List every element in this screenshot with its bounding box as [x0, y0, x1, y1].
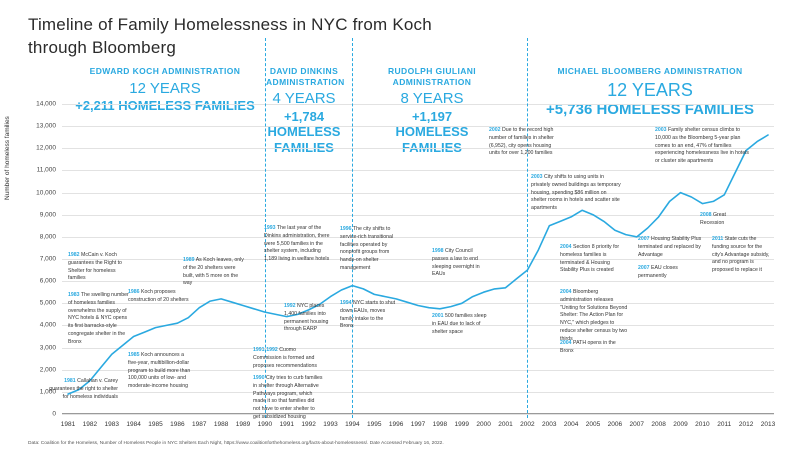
y-tick-label: 0: [52, 410, 56, 418]
y-axis-label: Number of homeless families: [4, 116, 11, 200]
era-families: +1,784 HOMELESS FAMILIES: [267, 108, 341, 155]
y-tick-label: 5,000: [39, 299, 56, 307]
annotation-year: 1993: [264, 225, 276, 231]
annotation-text: Callahan v. Carey guarantees the right to shelter for homeless individuals: [49, 378, 118, 400]
annotation-1992: [284, 303, 336, 334]
gridline: [62, 414, 774, 415]
annotation-1983: [68, 292, 130, 347]
x-tick-label: 1985: [148, 421, 163, 428]
annotation-year: 1994: [340, 300, 352, 306]
annotation-text: NYC starts to shut down EAUs, moves family intake to the Bronx: [340, 300, 396, 330]
y-tick-label: 12,000: [36, 144, 56, 152]
annotation-year: 1996: [340, 226, 352, 232]
annotation-year: 1990: [253, 375, 265, 381]
annotation-2004-a: [560, 244, 628, 275]
y-tick-label: 1,000: [39, 388, 56, 396]
annotation-year: 2003: [531, 174, 543, 180]
y-tick-label: 9,000: [39, 211, 56, 219]
x-tick-label: 1981: [60, 421, 76, 428]
y-tick-label: 3,000: [39, 344, 56, 352]
annotation-year: 1982: [68, 252, 80, 258]
annotation-2004-c: [560, 340, 622, 356]
annotation-text: City shifts to using units in privately owned buildings as temporary housing, spending $86 million on shelter rooms in hotels and scatter site apartments: [531, 174, 621, 212]
x-tick-label: 1998: [432, 421, 448, 428]
x-tick-label: 1996: [388, 421, 404, 428]
annotation-2008: [700, 212, 746, 228]
annotation-text: NYC places 1,400 families into permanent housing through EARP: [284, 303, 329, 333]
annotation-text: McCain v. Koch guarantees the Right to Shelter for homeless families: [68, 252, 122, 282]
annotation-1990: [253, 375, 323, 422]
x-tick-label: 2011: [717, 421, 732, 428]
annotation-year: 2004: [560, 289, 572, 295]
y-tick-label: 8,000: [39, 233, 56, 241]
era-families: +5,736 HOMELESS FAMILIES: [546, 101, 754, 119]
y-tick-label: 7,000: [39, 255, 56, 263]
x-tick-label: 2005: [585, 421, 601, 428]
annotation-year: 1983: [68, 292, 80, 298]
annotation-year: 2008: [700, 212, 712, 218]
annotation-text: Family shelter census climbs to 10,000 as the Bloomberg 5-year plan comes to an end, 47% of families experiencing homelessness live in hotels or cluster site apartments: [655, 127, 750, 165]
y-tick-label: 6,000: [39, 277, 56, 285]
annotation-text: PATH opens in the Bronx: [560, 340, 616, 354]
annotation-2001: [432, 313, 490, 336]
annotation-text: Koch announces a five-year, multibillion-dollar program to build more than 100,000 units of low- and moderate-income housing: [128, 352, 191, 390]
annotation-1985: [128, 352, 194, 391]
annotation-year: 1986: [128, 289, 140, 295]
x-tick-label: 2001: [498, 421, 513, 428]
annotation-1993: [264, 225, 332, 264]
annotation-text: City tries to curb families in shelter through Alternative Pathways program, which made it so that families did not have to enter shelter to get subsidized housing: [253, 375, 323, 420]
y-tick-label: 11,000: [36, 166, 56, 174]
annotation-text: Section 8 priority for homeless families is terminated & Housing Stability Plus is created: [560, 244, 620, 274]
annotation-year: 2011: [712, 236, 724, 242]
annotation-2007-a: [638, 236, 704, 259]
x-tick-label: 1988: [213, 421, 229, 428]
annotation-text: The city shifts to service-rich transitional facilities operated by nonprofit groups from hands-on shelter management: [340, 226, 394, 271]
annotation-1998: [432, 248, 482, 279]
annotation-text: EAU closes permanently: [638, 265, 678, 279]
x-tick-label: 1983: [104, 421, 119, 428]
annotation-text: State cuts the funding source for the city's Advantage subsidy, and no program is proposed to replace it: [712, 236, 770, 274]
annotation-text: Due to the record high number of families in shelter (6,952), city opens housing units for over 1,200 families: [489, 127, 554, 157]
annotation-2002: [489, 127, 563, 158]
x-tick-label: 2006: [607, 421, 623, 428]
annotation-text: The last year of the Dinkins administration, there were 5,500 families in the shelter system, including 1,189 living in welfare hotels: [264, 225, 330, 263]
annotation-2011: [712, 236, 774, 275]
annotation-2004-b: [560, 289, 630, 344]
annotation-year: 2003: [655, 127, 667, 133]
x-tick-label: 2013: [760, 421, 776, 428]
annotation-year: 2002: [489, 127, 501, 133]
x-tick-label: 1997: [410, 421, 426, 428]
annotation-text: Great Recession: [700, 212, 726, 226]
annotation-text: As Koch leaves, only of the 20 shelters were built, with 5 more on the way: [183, 257, 244, 287]
annotation-year: 1989: [183, 257, 195, 263]
x-tick-label: 2007: [629, 421, 644, 428]
era-name: RUDOLPH GIULIANI ADMINISTRATION: [387, 66, 477, 87]
annotation-text: City Council passes a law to end sleeping overnight in EAUs: [432, 248, 480, 278]
annotation-1986: [128, 289, 190, 305]
x-tick-label: 1993: [323, 421, 338, 428]
annotation-text: The swelling number of homeless families overwhelms the supply of NYC hotels & NYC opens its first barracks-style congregate shelter in the Bronx: [68, 292, 129, 345]
annotation-year: 1992: [284, 303, 296, 309]
x-tick-label: 2009: [673, 421, 688, 428]
annotation-2007-b: [638, 265, 704, 281]
y-tick-label: 2,000: [39, 366, 56, 374]
y-tick-label: 4,000: [39, 321, 56, 329]
x-tick-label: 2012: [738, 421, 754, 428]
x-tick-label: 1994: [345, 421, 360, 428]
x-tick-label: 2002: [520, 421, 535, 428]
x-tick-label: 1999: [454, 421, 469, 428]
annotation-text: 500 families sleep in EAU due to lack of shelter space: [432, 313, 487, 335]
era-name: DAVID DINKINS ADMINISTRATION: [266, 66, 345, 87]
annotation-text: Koch proposes construction of 20 shelters: [128, 289, 189, 303]
x-tick-label: 1984: [126, 421, 141, 428]
annotation-1994: [340, 300, 396, 331]
annotation-2003-b: [655, 127, 751, 166]
era-years: 8 YEARS: [400, 90, 464, 108]
era-families: +2,211 HOMELESS FAMILIES: [75, 97, 255, 113]
x-tick-label: 2008: [651, 421, 666, 428]
annotation-year: 1981: [64, 378, 76, 384]
x-tick-label: 1986: [170, 421, 185, 428]
era-families: +1,197 HOMELESS FAMILIES: [395, 108, 469, 155]
annotation-year: 2007: [638, 265, 650, 271]
annotation-1991-1992: [253, 347, 323, 370]
x-tick-label: 1991: [279, 421, 294, 428]
annotation-text: Housing Stability Plus terminated and replaced by Advantage: [638, 236, 702, 258]
annotation-1989: [183, 257, 245, 288]
annotation-year: 2004: [560, 340, 572, 346]
annotation-year: 2007: [638, 236, 650, 242]
annotation-year: 1998: [432, 248, 444, 254]
era-name: MICHAEL BLOOMBERG ADMINISTRATION: [557, 66, 743, 76]
x-tick-label: 2000: [476, 421, 491, 428]
y-tick-label: 10,000: [36, 189, 56, 197]
annotation-1996: [340, 226, 402, 273]
era-years: 12 YEARS: [129, 79, 201, 97]
x-tick-label: 1989: [235, 421, 251, 428]
x-tick-label: 1992: [301, 421, 316, 428]
era-years: 4 YEARS: [272, 90, 336, 108]
annotation-year: 2001: [432, 313, 444, 319]
era-years: 12 YEARS: [607, 79, 693, 100]
annotation-year: 2004: [560, 244, 572, 250]
page-title: Timeline of Family Homelessness in NYC from Koch through Bloomberg: [28, 15, 432, 57]
annotation-text: Bloomberg administration releases "Uniting for Solutions Beyond Shelter: The Action Plan for NYC," which pledges to reduce shelter census by two thirds: [560, 289, 628, 342]
annotation-1981: [46, 378, 118, 401]
annotation-year: 1991-1992: [253, 347, 278, 353]
x-tick-label: 2003: [542, 421, 557, 428]
x-tick-label: 1990: [257, 421, 273, 428]
x-tick-label: 1982: [82, 421, 98, 428]
x-tick-label: 1995: [367, 421, 382, 428]
y-tick-label: 14,000: [36, 100, 56, 108]
era-name: EDWARD KOCH ADMINISTRATION: [89, 66, 241, 76]
x-tick-label: 1987: [192, 421, 207, 428]
annotation-text: Cuomo Commission is formed and proposes recommendations: [253, 347, 318, 369]
source-footer: Data: Coalition for the Homeless, Number of Homeless People in NYC Shelters Each Night, https://www.coalitionforthehomeless.org/facts-about-homelessness/. Date Accessed February 16, 2022.: [28, 441, 444, 447]
x-tick-label: 2004: [563, 421, 579, 428]
annotation-2003-a: [531, 174, 621, 213]
annotation-year: 1985: [128, 352, 140, 358]
x-tick-label: 2010: [695, 421, 710, 428]
y-tick-label: 13,000: [36, 122, 56, 130]
annotation-1982: [68, 252, 132, 283]
